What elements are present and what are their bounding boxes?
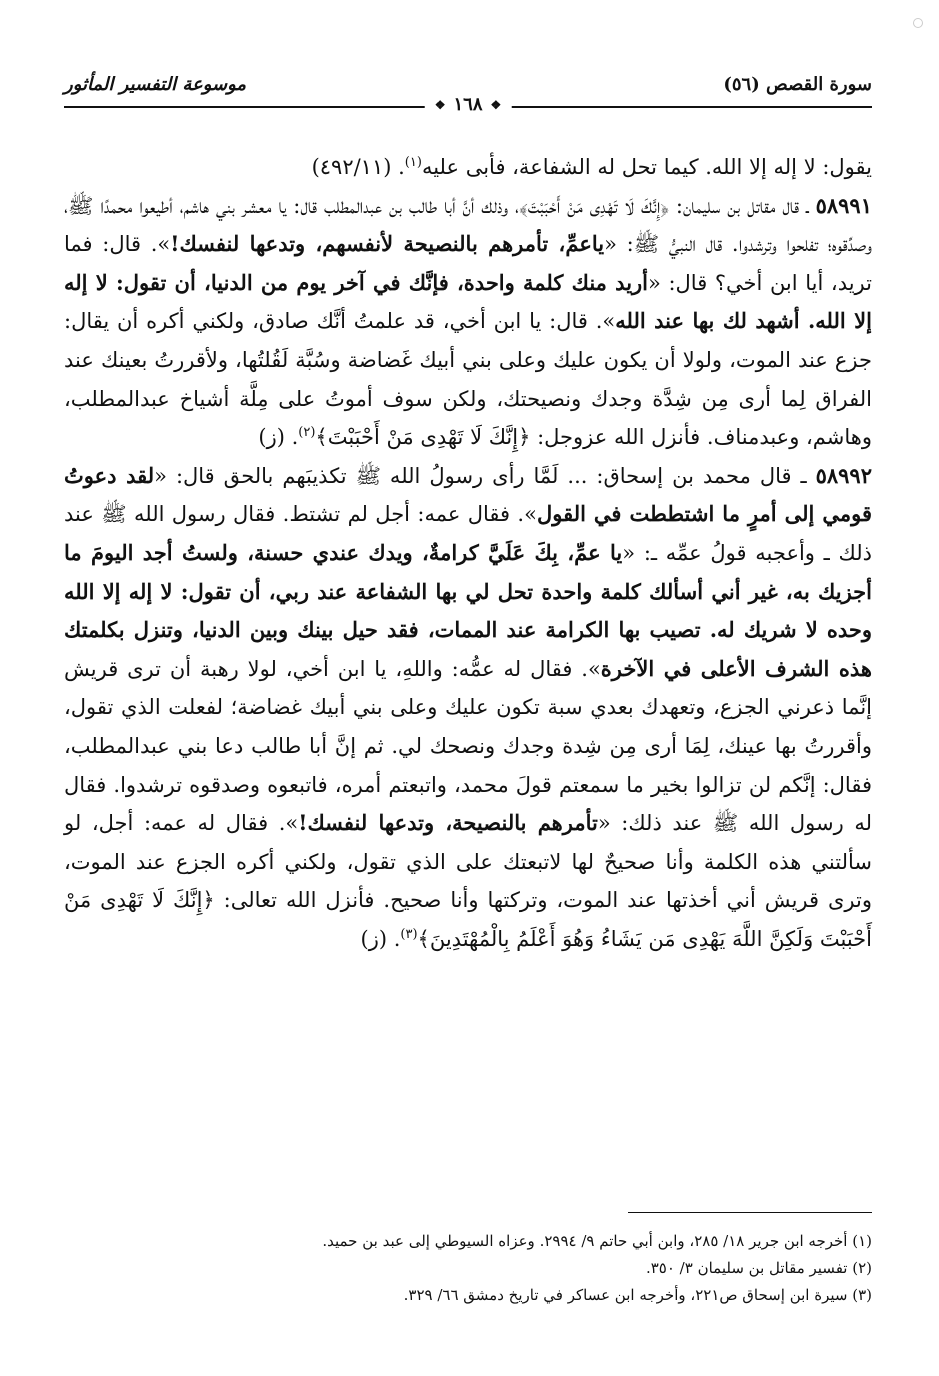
book-title: موسوعة التفسير المأثور [64, 74, 247, 95]
text-run: . (ز) [360, 926, 401, 951]
text-run: ». قال: فما تريد، أيا ابن أخي؟ قال: « [64, 232, 872, 295]
footnote-ref[interactable]: (٢) [298, 425, 316, 441]
footnote-ref[interactable]: (٣) [400, 926, 418, 942]
narration-number: ٥٨٩٩١ [815, 192, 872, 218]
narration-number: ٥٨٩٩٢ [815, 462, 872, 488]
ornament-icon: ❖ [490, 97, 502, 112]
text-run: . (٤٩٢/١١) [311, 155, 405, 179]
footnote: (٢) تفسير مقاتل بن سليمان ٣/ ٣٥٠. [645, 1259, 872, 1277]
page-number: ١٦٨ [453, 94, 483, 115]
text-run: . (ز) [258, 425, 299, 450]
footnote-rule [628, 1212, 872, 1213]
paragraph [64, 148, 872, 187]
text-run: يقول: لا إله إلا الله. كيما تحل له الشفاعة، فأبى عليه [421, 155, 872, 179]
text-run: ». قال: يا ابن أخي، قد علمتُ أنَّك صادق، ولكني أكره أن يقال: جزع عند الموت، ولولا أن يكون عليك وعلى بني أبيك غَضاضة وسُبَّة لَقُلتُها، ولأقررتُ بعينك عند الفراق لِما أرى مِن شِدَّة وجدك ونصيحتك، ولكن سوف أموتُ على مِلَّة أشياخ عبدالمطلب، وهاشم، وعبدمناف. فأنزل الله عزوجل: ﴿إِنَّكَ لَا تَهْدِى مَنْ أَحْبَبْتَ﴾ [64, 309, 872, 450]
footnote-ref[interactable]: (١) [404, 155, 422, 170]
text-run: ـ قال محمد بن إسحاق: ... لَمَّا رأى رسولُ الله ﷺ تكذيبَهم بالحق قال: « [154, 463, 816, 488]
ornament-icon: ❖ [434, 97, 446, 112]
running-header [64, 66, 872, 115]
surah-title: سورة القصص (٥٦) [723, 74, 872, 95]
page-edge-mark [913, 18, 923, 28]
main-text [64, 148, 872, 958]
paragraph-58992 [64, 457, 872, 959]
hadith-text: أريد منك كلمة واحدة، فإنَّك في آخر يوم من الدنيا، أن تقول: لا إله إلا الله. أشهد لك بها عند الله [64, 269, 872, 334]
footnote: (٣) سيرة ابن إسحاق ص٢٢١، وأخرجه ابن عساكر في تاريخ دمشق ٦٦/ ٣٢٩. [403, 1286, 872, 1304]
text-run: ». فقال له عمُّه: واللهِ، يا ابن أخي، لولا رهبة أن ترى قريش إنَّما ذعرني الجزع، وتعهدك بعدي سبة تكون عليك وعلى بني أبيك غضاضة؛ لفعلت الذي تقول، وأقررتُ بها عينك، لِمَا أرى مِن شِدة وجدك ونصحك لي. ثم إنَّ أبا طالب دعا بني عبدالمطلب، فقال: إنَّكم لن تزالوا بخير ما سمعتم قولَ محمد، واتبعتم أمره، فاتبعوه وصدقوه ترشدوا. فقال له رسول الله ﷺ عند ذلك: « [64, 656, 872, 836]
hadith-text: يا عمِّ، بِكَ عَلَيَّ كرامةٌ، ويدك عندي حسنة، ولستُ أجد اليومَ ما أجزيك به، غير أني أسألك كلمة واحدة تحل لي بها الشفاعة عند ربي، أن تقول: لا إله إلا الله وحده لا شريك له. تصيب بها الكرامة عند الممات، فقد حيل بينك وبين الدنيا، وتنزل بكلمتك هذه الشرف الأعلى في الآخرة [64, 539, 872, 681]
page-number-block [425, 94, 512, 115]
text-run: ». فقال له عمه: أجل، لو سألتني هذه الكلمة وأنا صحيحٌ لها لاتبعتك على الذي تقول، ولكني أكره الجزع عند الموت، وترى قريش أني أخذتها عند الموت، وتركتها وأنا صحيح. فأنزل الله تعالى: ﴿إِنَّكَ لَا تَهْدِى مَنْ أَحْبَبْتَ وَلَكِنَّ اللَّهَ يَهْدِى مَن يَشَاءُ وَهُوَ أَعْلَمُ بِالْمُهْتَدِينَ﴾ [64, 811, 872, 951]
footnote: (١) أخرجه ابن جرير ١٨/ ٢٨٥، وابن أبي حاتم ٩/ ٢٩٩٤. وعزاه السيوطي إلى عبد بن حميد. [322, 1232, 872, 1250]
hadith-text: لقد دعوتُ قومي إلى أمرٍ ما اشتططت في القول [64, 462, 872, 527]
paragraph-58991 [64, 187, 872, 457]
text-run: ـ قال مقاتل بن سليمان: ﴿إِنَّكَ لَا تَهْدِى مَنْ أَحْبَبْتَ﴾، وذلك أنَّ أبا طالب بن عبدالمطلب قال: يا معشر بني هاشم، أطيعوا محمدًا ﷺ، وصدِّقوه؛ تفلحوا وترشدوا. قال النبيُّ ﷺ: « [64, 193, 872, 257]
hadith-text: تأمرهم بالنصيحة، وتدعها لنفسك! [298, 810, 598, 836]
text-run: ». فقال عمه: أجل لم تشتط. فقال رسول الله ﷺ عند ذلك ـ وأعجبه قولُ عمِّه ـ: « [64, 502, 872, 565]
footnotes [64, 1228, 872, 1309]
hadith-text: ياعمِّ، تأمرهم بالنصيحة لأنفسهم، وتدعها لنفسك! [170, 231, 605, 257]
